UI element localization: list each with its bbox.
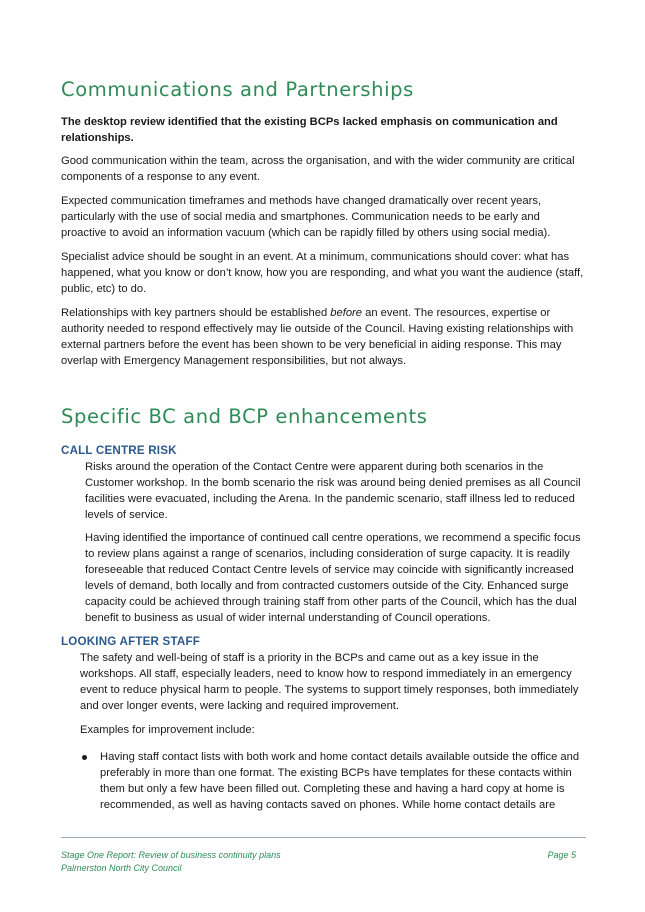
- paragraph: Specialist advice should be sought in an event. At a minimum, communications should cover: what has happened, what you know or don’t know, how you are responding, and what you want the audience (staff, public, etc) to do.: [61, 251, 584, 295]
- section-heading-enhancements: Specific BC and BCP enhancements: [61, 405, 428, 428]
- paragraph: Examples for improvement include:: [80, 724, 255, 736]
- footer-organisation: Palmerston North City Council: [61, 863, 182, 873]
- footer-report-title: Stage One Report: Review of business continuity plans: [61, 850, 281, 860]
- section-heading-communications: Communications and Partnerships: [61, 78, 414, 101]
- page-number: Page 5: [547, 850, 576, 860]
- footer: [61, 849, 586, 875]
- paragraph: The safety and well-being of staff is a priority in the BCPs and came out as a key issue in the workshops. All staff, especially leaders, need to know how to respond immediately in an emergency event to reduce physical harm to people. The systems to support timely responses, both immediately and over longer events, were lacking and required improvement.: [80, 652, 579, 712]
- intro-paragraph: The desktop review identified that the existing BCPs lacked emphasis on communication and relationships.: [61, 116, 558, 144]
- paragraph: Good communication within the team, across the organisation, and with the wider community are critical components of a response to any event.: [61, 155, 575, 183]
- paragraph: Having identified the importance of continued call centre operations, we recommend a specific focus to review plans against a range of scenarios, including consideration of surge capacity. It is readily foreseeable that reduced Contact Centre levels of service may coincide with significantly increased levels of demand, both locally and from contracted customers outside of the City. Enhanced surge capacity could be achieved through training staff from other parts of the Council, which has the dual benefit to business as usual of wider internal understanding of Council operations.: [85, 532, 581, 624]
- subheading-looking-after-staff: LOOKING AFTER STAFF: [61, 635, 201, 648]
- paragraph: Risks around the operation of the Contact Centre were apparent during both scenarios in the Customer workshop. In the bomb scenario the risk was around being denied premises as all Council facilities were evacuated, including the Arena. In the pandemic scenario, staff illness led to reduced levels of service.: [85, 461, 581, 521]
- subheading-call-centre-risk: CALL CENTRE RISK: [61, 444, 177, 457]
- paragraph: Expected communication timeframes and methods have changed dramatically over recent years, particularly with the use of social media and smartphones. Communication needs to be early and proactive to avoid an information vacuum (which can be rapidly filled by others using social media).: [61, 195, 551, 239]
- footer-divider: [61, 837, 586, 838]
- list-item-text: Having staff contact lists with both work and home contact details available outside the office and preferably in more than one format. The existing BCPs have templates for these contacts within them but only a few have been filled out. Completing these and having a hard copy at home is recommended, as well as having contacts saved on phones. While home contact details are: [100, 751, 580, 811]
- bullet-icon: [82, 755, 87, 760]
- paragraph: Relationships with key partners should be established before an event. The resources, expertise or authority needed to respond effectively may lie outside of the Council. Having existing relationships with external partners before the event has been shown to be very beneficial in aiding response. This may overlap with Emergency Management responsibilities, but not always.: [61, 307, 574, 367]
